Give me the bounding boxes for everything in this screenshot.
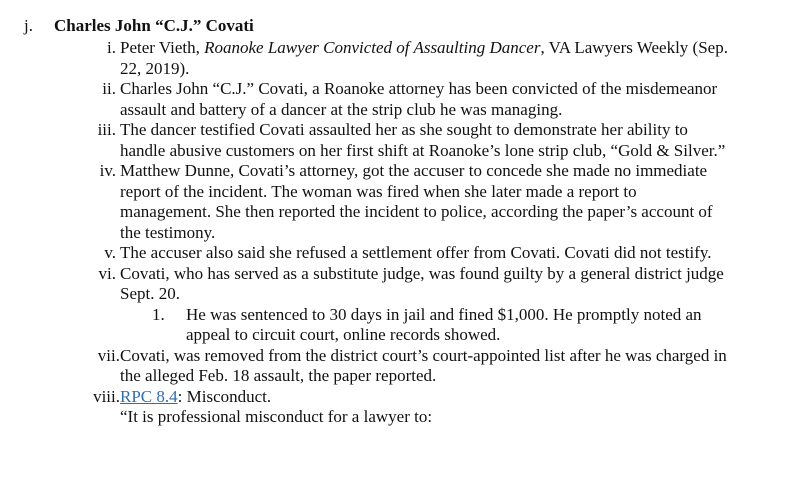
citation-article-title: Roanoke Lawyer Convicted of Assaulting Dancer: [204, 38, 541, 57]
citation-source: , VA Lawyers Weekly (Sep. 22, 2019).: [120, 38, 728, 78]
item-number: iii.: [97, 120, 116, 139]
item-text: Covati, who has served as a substitute judge, was found guilty by a general district judge Sept. 20.: [120, 263, 724, 303]
item-text: The accuser also said she refused a settlement offer from Covati. Covati did not testify.: [120, 243, 712, 262]
list-item: [24, 243, 730, 264]
item-text: The dancer testified Covati assaulted her as she sought to demonstrate her ability to handle abusive customers on her first shift at Roanoke’s lone strip club, “Gold & Silver.”: [120, 120, 726, 160]
item-number: ii.: [102, 79, 116, 98]
entry-letter: j.: [24, 16, 33, 35]
list-item: [24, 38, 730, 79]
item-number: i.: [107, 38, 116, 57]
list-item: [24, 79, 730, 120]
sub-item-number: 1.: [152, 304, 165, 324]
entry-title: Charles John “C.J.” Covati: [54, 16, 254, 35]
list-item: [24, 346, 730, 387]
list-item: [24, 120, 730, 161]
rule-quote: “It is professional misconduct for a lawyer to:: [120, 407, 433, 426]
item-number: v.: [104, 243, 116, 262]
item-number: vii.: [97, 345, 120, 365]
list-item: [24, 387, 730, 408]
rpc-link[interactable]: RPC 8.4: [120, 386, 178, 406]
list-item: [24, 161, 730, 243]
item-text: : Misconduct.: [177, 386, 272, 406]
item-number: vi.: [98, 263, 116, 283]
sub-item-text: He was sentenced to 30 days in jail and fined $1,000. He promptly noted an appeal to circuit court, online records showed.: [186, 304, 702, 344]
outline-items: [24, 38, 764, 428]
item-text: Covati, was removed from the district court’s court-appointed list after he was charged in the alleged Feb. 18 assault, the paper reported.: [120, 345, 727, 385]
item-text: Matthew Dunne, Covati’s attorney, got the accuser to concede she made no immediate report of the incident. The woman was fired when she later made a report to management. She then reported the incident to police, according the paper’s account of the testimony.: [120, 161, 713, 242]
sub-list-item: [24, 305, 726, 346]
item-number: viii.: [93, 386, 120, 406]
list-item: [24, 264, 730, 305]
item-number: iv.: [99, 161, 116, 180]
item-text: Charles John “C.J.” Covati, a Roanoke attorney has been convicted of the misdemeanor assault and battery of a dancer at the strip club he was managing.: [120, 79, 718, 119]
citation-author: Peter Vieth,: [120, 38, 205, 57]
